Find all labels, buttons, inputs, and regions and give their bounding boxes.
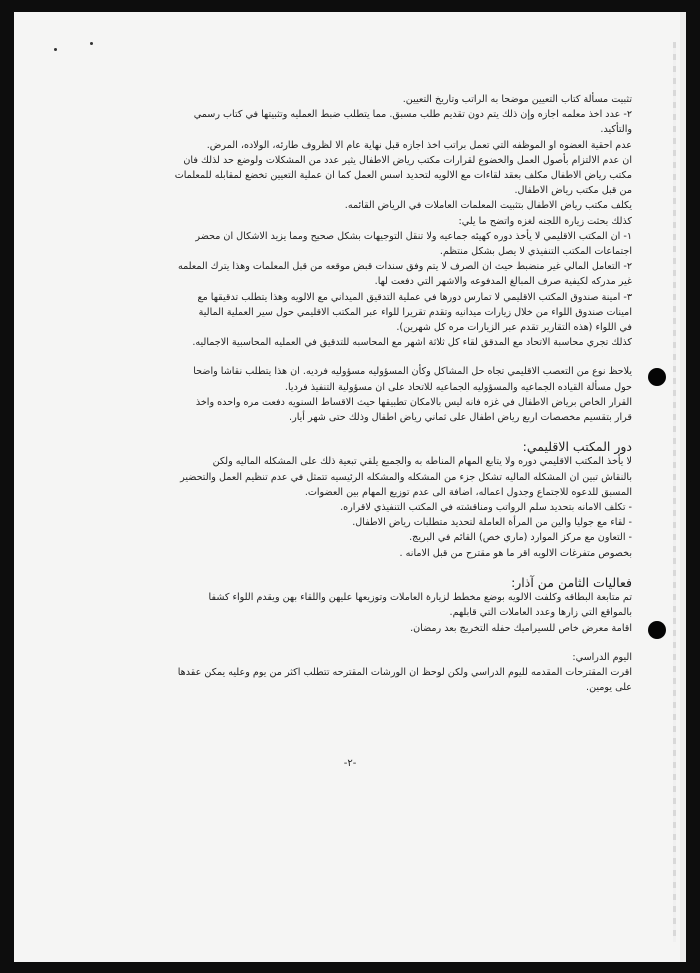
body-line: القرار الخاص برياض الاطفال في غزه فانه ليس بالامكان تطبيقها حيث الاقساط السنويه دفعت مره واحده واخذ [195,396,632,408]
body-line: - التعاون مع مركز الموارد (ماري خص) القائم في البريج. [409,532,632,544]
body-line: لا يأخذ المكتب الاقليمي دوره ولا يتابع المهام المناطه به والجميع يلقي تبعية ذلك على المشكله الماليه ولكن [212,456,632,468]
document-page [14,12,686,962]
body-line: من قبل مكتب رياض الاطفال. [514,185,632,197]
body-line: - تكلف الامانه بتحديد سلم الرواتب ومناقشته في المكتب التنفيذي لاقراره. [340,502,632,514]
body-line: بالمواقع التي زارها وعدد العاملات التي قابلهم. [449,607,632,619]
body-line: يلاحظ نوع من التعصب الاقليمي تجاه حل المشاكل وكأن المسؤوليه مسؤوليه فرديه. ان هذا يتطلب نقاشا واضحا [193,366,632,378]
body-line: مكتب رياض الاطفال مكلف بعقد لقاءات مع الالويه لتحديد اسس العمل كما ان عملية التعيين تخضع لمقابله للمعلمات [174,170,632,182]
body-line: في اللواء (هذه التقارير تقدم عبر الزيارات مره كل شهرين). [396,322,632,334]
body-line: حول مسألة القياده الجماعيه والمسؤوليه الجماعيه للاتحاد على ان مسؤولية التنفيذ فرديا. [284,381,632,393]
body-line: والتأكيد. [600,124,632,136]
body-line: اجتماعات المكتب التنفيذي لا يصل بشكل منتظم. [439,246,632,258]
body-line: غير مدركه لكيفية صرف المبالغ المدفوعه والاشهر التي دفعت لها. [374,276,632,288]
body-line: تثبيت مسألة كتاب التعيين موضحا به الراتب وتاريخ التعيين. [402,94,632,105]
body-line: عدم احقية العضوه او الموظفه التي تعمل براتب اخذ اجازه قبل نهاية عام الا لظروف طارئه، الولاده، المرض. [206,139,632,151]
body-line: المسبق للدعوه للاجتماع وجدول اعماله، اضافة الى عدم توزيع المهام بين العضوات. [304,486,632,498]
body-line: ان عدم الالتزام بأصول العمل والخضوع لقرارات مكتب رياض الاطفال يثير عدد من المشكلات ولوضع حد لذلك فان [183,154,632,166]
body-line: بخصوص متفرغات الالويه اقر ما هو مقترح من قبل الامانه . [399,547,632,559]
page-edge-shadow [673,42,676,942]
body-line: ٢- عدد اخذ معلمه اجازه وإن ذلك يتم دون تقديم طلب مسبق. مما يتطلب ضبط العمليه وتثبيتها في كتاب رسمي [193,109,632,121]
body-line: اقامة معرض خاص للسيراميك حفله التخريج بعد رمضان. [410,622,632,634]
body-line: ٢- التعامل المالي غير منضبط حيث ان الصرف لا يتم وفق سندات قبض موقعه من قبل المعلمات وهذا يترك المعلمه [177,261,632,273]
body-line: قرار بتقسيم مخصصات اربع رياض اطفال على ثماني رياض اطفال وذلك حتى شهر أيار. [289,412,632,424]
body-line: يكلف مكتب رياض الاطفال بتثبيت المعلمات العاملات في الرياض القائمه. [344,200,632,212]
document-body [50,92,632,695]
section-heading-small: اليوم الدراسي: [572,651,632,663]
body-line: ١- ان المكتب الاقليمي لا يأخذ دوره كهيئه جماعيه ولا تنقل التوجيهات بشكل صحيح ومما يزيد الاشكال ان محضر [195,230,632,242]
body-line: كذلك تجري محاسبة الاتحاد مع المدقق لقاء كل ثلاثة اشهر مع المحاسبه للتدقيق في العمليه المحاسبية الاجماليه. [192,337,632,349]
body-line: بالنقاش تبين ان المشكله الماليه تشكل جزء من المشكله والمشكله الرئيسيه تتمثل في عدم تنظيم العمل والتحضير [180,471,632,483]
punch-hole [648,368,666,386]
body-line: - لقاء مع جوليا والين من المرأة العاملة لتحديد متطلبات رياض الاطفال. [352,517,632,529]
punch-hole [648,621,666,639]
page-number: -٢- [343,758,357,769]
body-line: على يومين. [586,682,632,694]
section-heading: فعاليات الثامن من آذار: [511,574,632,590]
page-speck [54,48,57,51]
body-line: اقرت المقترحات المقدمه لليوم الدراسي ولكن لوحظ ان الورشات المقترحه تتطلب اكثر من يوم وعليه يمكن عقدها [177,666,632,678]
body-line: امينات صندوق اللواء من خلال زيارات ميدانيه وتقدم تقريرا للواء عبر المكتب الاقليمي حول سير العملية المالية [198,306,632,318]
body-line: كذلك بحثت زيارة اللجنه لغزه واتضح ما يلي: [458,215,632,227]
body-line: ٣- امينة صندوق المكتب الاقليمي لا تمارس دورها في عملية التدقيق الميداني مع الالويه وهذا يتطلب تدقيقها مع [197,291,632,303]
body-line: تم متابعة البطاقه وكلفت الالويه بوضع مخطط لزيارة العاملات وتوزيعها عليهن واللقاء بهن ويقدم اللواء كشفا [208,592,632,604]
page-speck [90,42,93,45]
section-heading: دور المكتب الاقليمي: [522,439,632,455]
